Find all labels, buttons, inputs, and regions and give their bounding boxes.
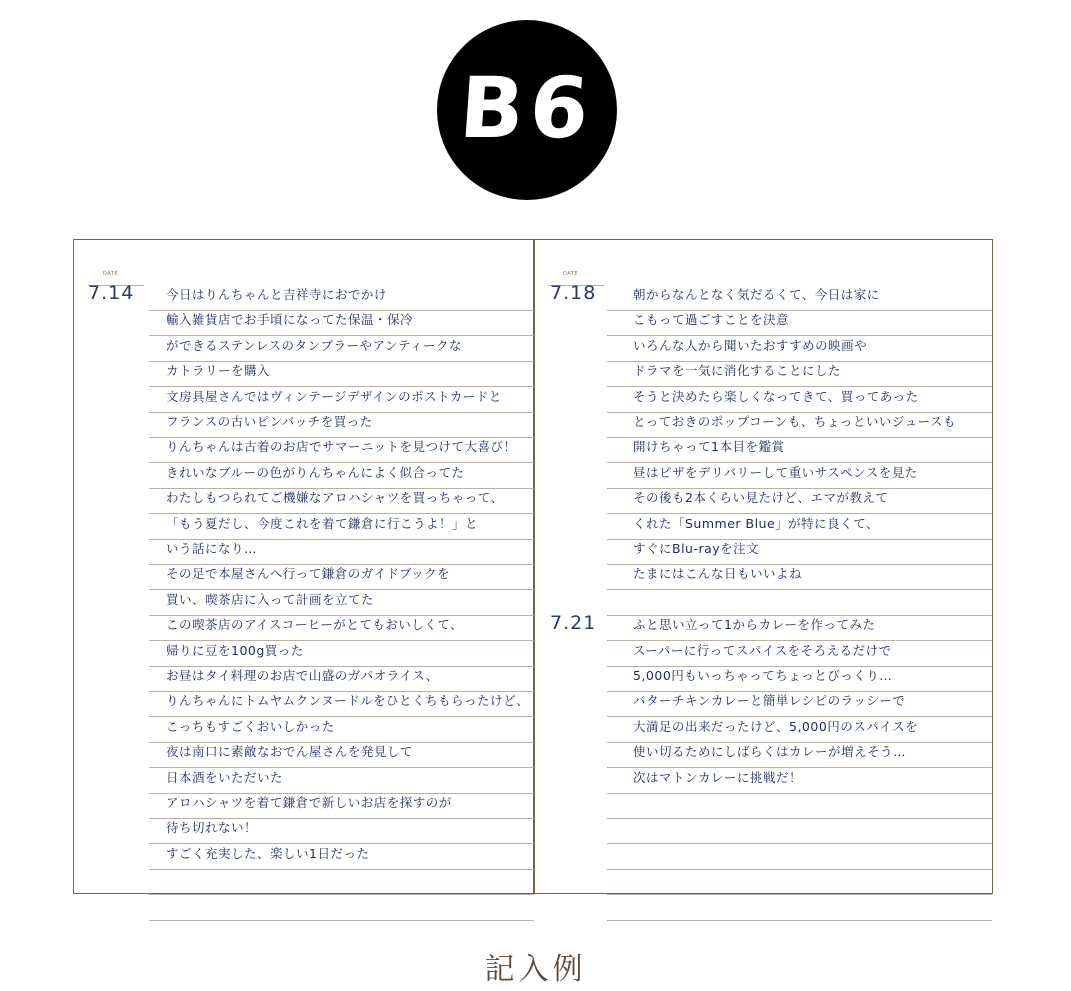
- entry-text-line: りんちゃんにトムヤムクンヌードルをひとくちもらったけど、: [166, 693, 530, 709]
- entry-text-line: そうと決めたら楽しくなってきて、買ってあった: [633, 388, 919, 404]
- entry-text-line: とっておきのポップコーンも、ちょっといいジュースも: [633, 414, 957, 429]
- entry-text-line: フランスの古いピンバッチを買った: [166, 414, 373, 429]
- left-page: [74, 240, 533, 893]
- entry-text-line: 開けちゃって1本目を鑑賞: [633, 439, 785, 455]
- date-label: DATE: [563, 271, 579, 277]
- entry-text-line: 帰りに豆を100g買った: [166, 642, 304, 658]
- entry-text-line: わたしもつられてご機嫌なアロハシャツを買っちゃって、: [166, 490, 504, 506]
- entry-text-line: 買い、喫茶店に入って計画を立てた: [166, 591, 375, 607]
- entry-text-line: こっちもすごくおいしかった: [166, 718, 335, 734]
- ruled-line: [149, 920, 534, 921]
- size-badge-label: B6: [456, 59, 598, 157]
- entry-text-line: 次はマトンカレーに挑戦だ！: [633, 769, 803, 785]
- notebook-spread: [73, 239, 993, 894]
- entry-text-line: いろんな人から聞いたおすすめの映画や: [633, 337, 868, 353]
- entry-date: 7.21: [550, 612, 597, 635]
- right-page: [534, 240, 992, 893]
- entry-text-line: きれいなブルーの色がりんちゃんによく似合ってた: [166, 464, 465, 480]
- size-badge: [437, 20, 617, 200]
- ruled-line: [607, 894, 992, 895]
- entry-text-line: ができるステンレスのタンブラーやアンティークな: [166, 337, 462, 353]
- entry-text-line: くれた「Summer Blue」が特に良くて、: [633, 515, 879, 531]
- entry-text-line: りんちゃんは古着のお店でサマーニットを見つけて大喜び！: [166, 439, 517, 455]
- entry-date: 7.14: [88, 282, 135, 304]
- entry-text-line: すぐにBlu-rayを注文: [633, 541, 760, 556]
- entry-text-line: すごく充実した、楽しい1日だった: [166, 845, 370, 861]
- entry-text-line: 日本酒をいただいた: [166, 769, 284, 785]
- entry-text-line: スーパーに行ってスパイスをそろえるだけで: [633, 642, 892, 658]
- entry-text-line: バターチキンカレーと簡単レシピのラッシーで: [633, 693, 906, 709]
- entry-text-line: アロハシャツを着て鎌倉で新しいお店を探すのが: [166, 795, 452, 810]
- ruled-line: [607, 869, 992, 870]
- entry-text-line: 輸入雑貨店でお手頃になってた保温・保冷: [166, 312, 414, 328]
- ruled-line: [149, 869, 534, 870]
- entry-text-line: 大満足の出来だったけど、5,000円のスパイスを: [633, 718, 919, 734]
- entry-text-line: 昼はピザをデリバリーして重いサスペンスを見た: [633, 464, 918, 480]
- ruled-line: [149, 894, 534, 895]
- entry-text-line: ふと思い立って1からカレーを作ってみた: [633, 617, 876, 633]
- ruled-line: [607, 793, 992, 794]
- date-label: DATE: [103, 271, 119, 277]
- caption-example-entry: 記入例: [484, 952, 587, 987]
- entry-text-line: 「もう夏だし、今度これを着て鎌倉に行こうよ！」と: [166, 515, 479, 531]
- entry-text-line: ドラマを一気に消化することにした: [633, 363, 842, 379]
- entry-text-line: 5,000円もいっちゃってちょっとびっくり…: [633, 668, 893, 683]
- ruled-line: [607, 843, 992, 844]
- entry-text-line: 今日はりんちゃんと吉祥寺におでかけ: [166, 287, 387, 302]
- entry-text-line: カトラリーを購入: [166, 363, 271, 379]
- ruled-line: [607, 920, 992, 921]
- ruled-line: [607, 818, 992, 819]
- entry-text-line: たまにはこんな日もいいよね: [633, 566, 803, 582]
- ruled-line: [607, 589, 992, 590]
- entry-text-line: 使い切るためにしばらくはカレーが増えそう…: [633, 744, 907, 760]
- entry-text-line: こもって過ごすことを決意: [633, 312, 790, 328]
- entry-text-line: 文房具屋さんではヴィンテージデザインのポストカードと: [166, 388, 502, 404]
- entry-text-line: 朝からなんとなく気だるくて、今日は家に: [633, 287, 880, 302]
- entry-text-line: いう話になり…: [166, 541, 258, 556]
- entry-text-line: お昼はタイ料理のお店で山盛のガパオライス、: [166, 668, 439, 683]
- entry-text-line: 待ち切れない！: [166, 820, 258, 836]
- entry-date: 7.18: [550, 282, 597, 304]
- entry-text-line: 夜は南口に素敵なおでん屋さんを発見して: [166, 744, 413, 760]
- entry-text-line: その後も2本くらい見たけど、エマが教えて: [633, 490, 889, 506]
- entry-text-line: その足で本屋さんへ行って鎌倉のガイドブックを: [166, 566, 451, 582]
- entry-text-line: この喫茶店のアイスコーヒーがとてもおいしくて、: [166, 617, 464, 633]
